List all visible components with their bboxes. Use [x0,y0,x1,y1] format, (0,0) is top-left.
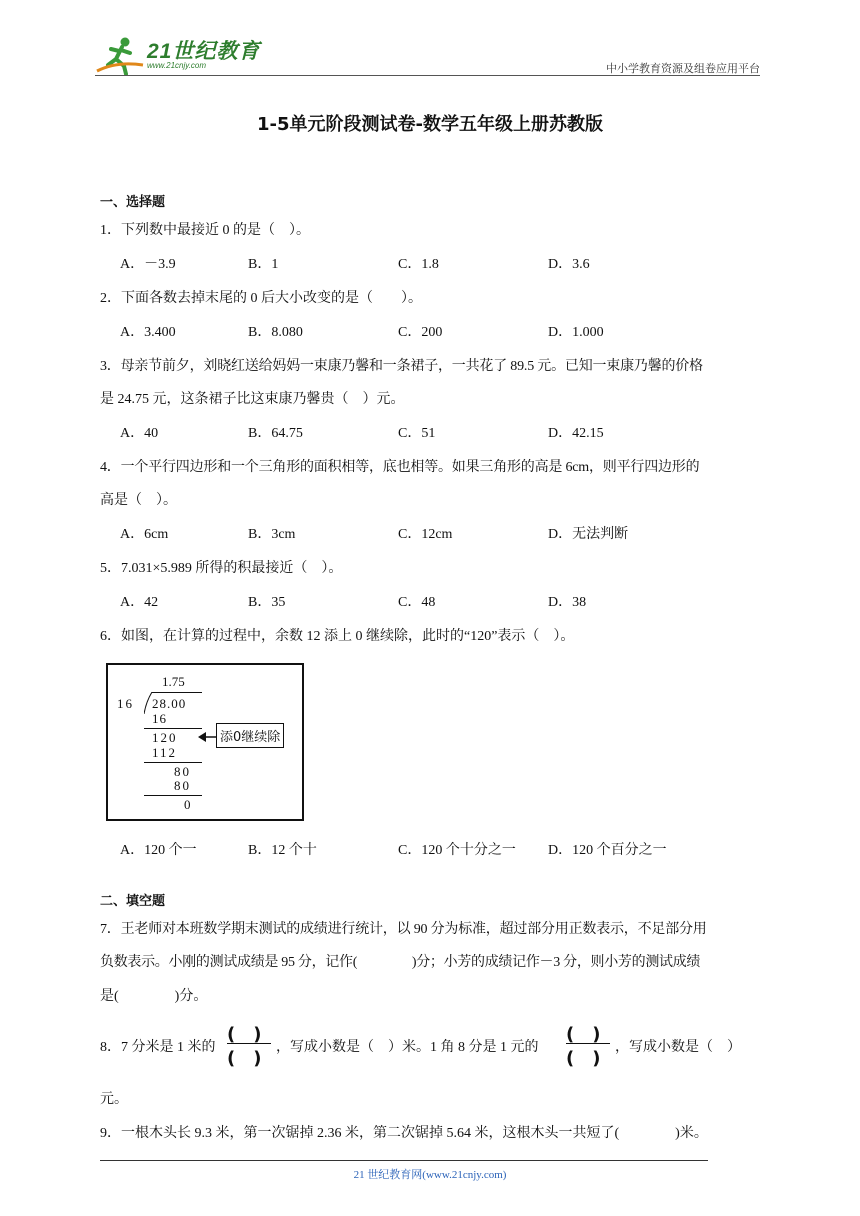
question-5: 5．7.031×5.989 所得的积最接近（ ）。 [100,561,343,576]
q5-option-d: D．38 [548,595,587,610]
question-7-line-3: 是( )分。 [100,989,208,1004]
question-3-line-2: 是 24.75 元，这条裙子比这束康乃馨贵（ ）元。 [100,392,405,407]
figure-step-2: 120 [152,730,178,745]
q1-option-a: A．－3.9 [120,257,176,272]
question-8-part-3: ，写成小数是（ ） [615,1040,741,1055]
q8-fraction-2-numerator: ( ) [566,1024,601,1045]
q5-option-a: A．42 [120,595,159,610]
q3-option-c: C．51 [398,426,436,441]
q2-option-d: D．1.000 [548,325,604,340]
question-4-line-1: 4．一个平行四边形和一个三角形的面积相等，底也相等。如果三角形的高是 6cm，则平行四边形的 [100,460,700,475]
q2-option-a: A．3.400 [120,325,176,340]
runner-logo-icon [95,35,145,77]
question-6: 6．如图，在计算的过程中，余数 12 添上 0 继续除，此时的“120”表示（ ）。 [100,629,575,644]
q8-fraction-2-denominator: ( ) [566,1048,601,1069]
question-8-part-1: 8．7 分米是 1 米的 [100,1040,216,1055]
page-title: 1-5单元阶段测试卷-数学五年级上册苏教版 [257,114,603,135]
q1-option-b: B．1 [248,257,279,272]
q4-option-d: D．无法判断 [548,527,629,542]
q4-option-a: A．6cm [120,527,169,542]
header-divider [95,75,760,76]
long-division-figure [106,663,304,821]
section-choice-heading: 一、选择题 [100,195,166,210]
question-8-line-2: 元。 [100,1092,128,1107]
question-7-line-1: 7．王老师对本班数学期末测试的成绩进行统计，以 90 分为标准，超过部分用正数表示，不足部分用 [100,922,707,937]
question-3-line-1: 3．母亲节前夕，刘晓红送给妈妈一束康乃馨和一条裙子，一共花了 89.5 元。已知一束康乃馨的价格 [100,359,703,374]
q3-option-a: A．40 [120,426,159,441]
q6-option-a: A．120 个一 [120,843,197,858]
figure-rule-2 [144,762,202,763]
q6-option-b: B．12 个十 [248,843,317,858]
footer-text: 21 世纪教育网(www.21cnjy.com) [353,1169,507,1181]
figure-step-4: 80 [174,764,191,779]
question-1: 1．下列数中最接近 0 的是（ ）。 [100,223,310,238]
question-4-line-2: 高是（ ）。 [100,493,177,508]
q4-option-c: C．12cm [398,527,453,542]
question-9: 9．一根木头长 9.3 米，第一次锯掉 2.36 米，第二次锯掉 5.64 米，这根木头一共短了( )米。 [100,1126,708,1141]
figure-step-5: 80 [174,778,191,793]
question-2: 2．下面各数去掉末尾的 0 后大小改变的是（ ）。 [100,291,422,306]
figure-quotient: 1.75 [162,674,185,689]
figure-remainder: 0 [184,797,191,812]
section-fill-heading: 二、填空题 [100,894,166,909]
question-8-part-2: ，写成小数是（ ）米。1 角 8 分是 1 元的 [276,1040,539,1055]
logo-text: 21世纪教育 [147,40,261,63]
logo [95,35,265,77]
q1-option-c: C．1.8 [398,257,439,272]
q3-option-d: D．42.15 [548,426,604,441]
figure-divisor: 16 [117,696,134,711]
q2-option-b: B．8.080 [248,325,303,340]
footer-divider [100,1160,708,1161]
figure-callout: 添0继续除 [216,723,284,748]
q5-option-b: B．35 [248,595,286,610]
figure-rule-3 [144,795,202,796]
figure-division-bar [152,692,202,693]
question-7-line-2: 负数表示。小刚的测试成绩是 95 分，记作( )分；小芳的成绩记作－3 分，则小芳的测试成绩 [100,955,701,970]
figure-rule-1 [144,728,202,729]
q6-option-d: D．120 个百分之一 [548,843,667,858]
q8-fraction-1-numerator: ( ) [227,1024,262,1045]
q6-option-c: C．120 个十分之一 [398,843,516,858]
figure-step-3: 112 [152,745,178,760]
platform-label: 中小学教育资源及组卷应用平台 [606,62,760,75]
q5-option-c: C．48 [398,595,436,610]
q3-option-b: B．64.75 [248,426,303,441]
q2-option-c: C．200 [398,325,443,340]
figure-step-1: 16 [152,711,167,726]
q4-option-b: B．3cm [248,527,296,542]
q1-option-d: D．3.6 [548,257,590,272]
q8-fraction-1-denominator: ( ) [227,1048,262,1069]
figure-dividend: 28.00 [152,696,187,711]
logo-url: www.21cnjy.com [147,61,206,70]
